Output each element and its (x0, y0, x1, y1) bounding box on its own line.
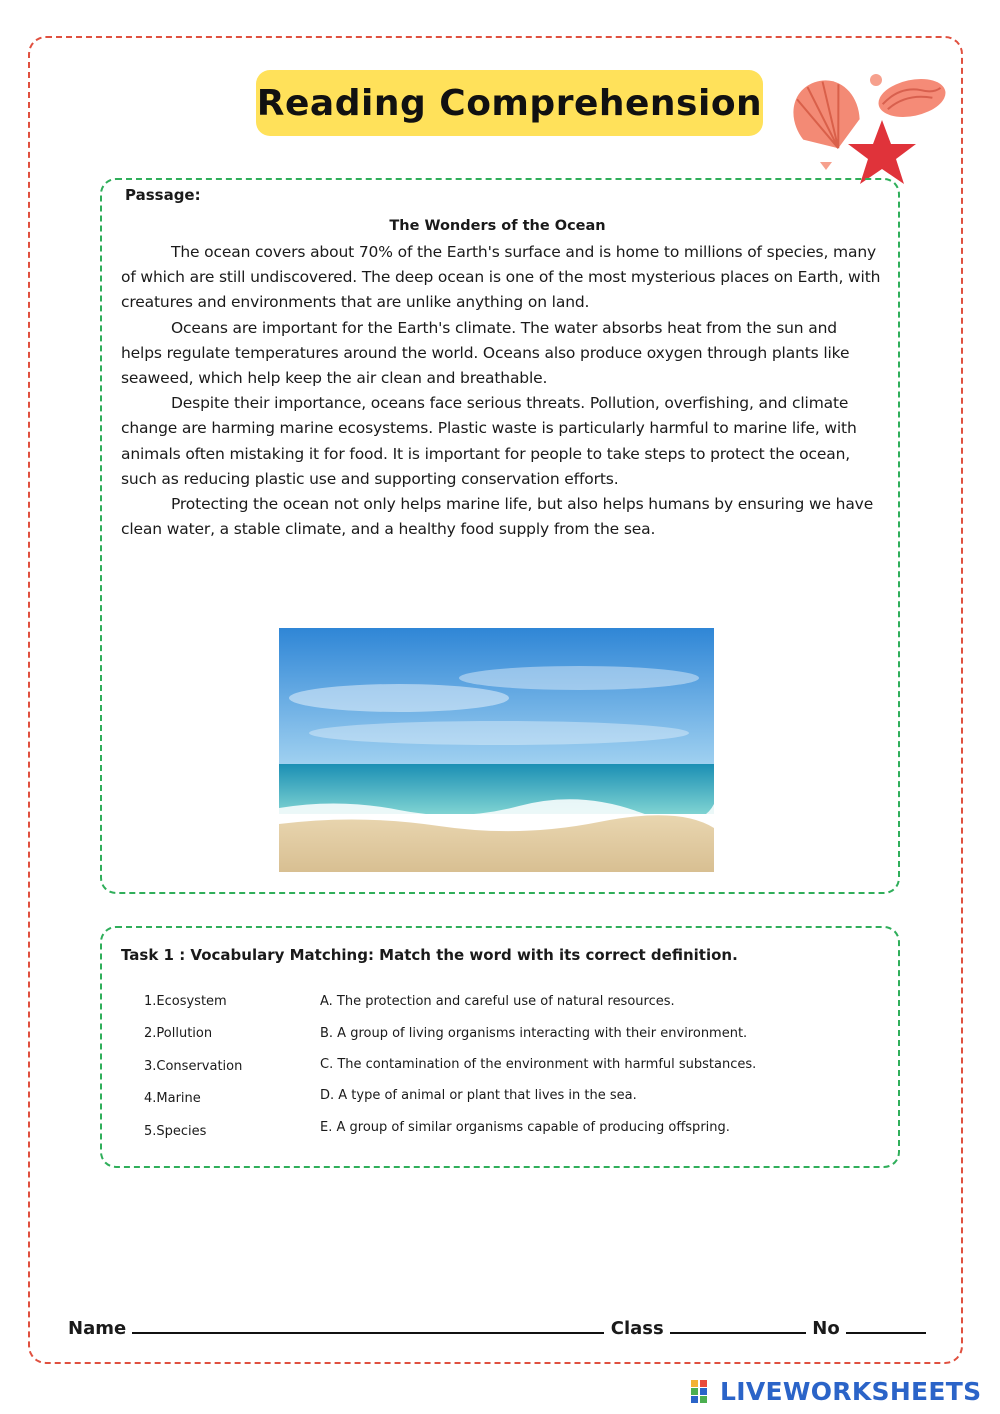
liveworksheets-logo-icon (690, 1378, 716, 1404)
match-definition[interactable]: E. A group of similar organisms capable of producing offspring. (320, 1120, 730, 1135)
passage-paragraph: Protecting the ocean not only helps marine life, but also helps humans by ensuring we have clean water, a stable climate, and a healthy food supply from the sea. (121, 495, 874, 539)
match-word[interactable]: 5.Species (144, 1124, 207, 1139)
passage-paragraph: Oceans are important for the Earth's climate. The water absorbs heat from the sun and helps regulate temperatures around the world. Oceans also produce oxygen through plants like seaweed, which help keep the air clean and breathable. (121, 318, 850, 388)
brand-logo (690, 1374, 981, 1408)
match-definition[interactable]: A. The protection and careful use of natural resources. (320, 994, 675, 1009)
page-title: Reading Comprehension (256, 82, 763, 124)
no-label: No (812, 1318, 840, 1339)
task1-title: Task 1 : Vocabulary Matching: Match the word with its correct definition. (121, 946, 738, 964)
match-definition[interactable]: C. The contamination of the environment with harmful substances. (320, 1057, 757, 1072)
match-word[interactable]: 3.Conservation (144, 1059, 243, 1074)
no-blank[interactable] (846, 1316, 926, 1334)
name-label: Name (68, 1318, 127, 1339)
passage-body (121, 240, 881, 542)
match-word[interactable]: 2.Pollution (144, 1026, 213, 1041)
ocean-beach-photo (279, 628, 714, 872)
name-blank[interactable] (132, 1316, 604, 1334)
match-definition[interactable]: B. A group of living organisms interacting with their environment. (320, 1026, 748, 1041)
class-blank[interactable] (670, 1316, 806, 1334)
class-label: Class (610, 1318, 664, 1339)
passage-paragraph: The ocean covers about 70% of the Earth's surface and is home to millions of species, many of which are still undiscovered. The deep ocean is one of the most mysterious places on Earth, with creatures and environments that are unlike anything on land. (121, 243, 881, 312)
passage-label: Passage: (125, 186, 201, 204)
passage-paragraph: Despite their importance, oceans face serious threats. Pollution, overfishing, and climate change are harming marine ecosystems. Plastic waste is particularly harmful to marine life, with animals often mistaking it for food. It is important for people to take steps to protect the ocean, such as reducing plastic use and supporting conservation efforts. (121, 394, 857, 488)
match-word[interactable]: 4.Marine (144, 1091, 201, 1106)
match-definition[interactable]: D. A type of animal or plant that lives in the sea. (320, 1088, 637, 1103)
passage-title: The Wonders of the Ocean (389, 218, 606, 234)
match-word[interactable]: 1.Ecosystem (144, 994, 227, 1009)
title-banner (256, 70, 763, 136)
student-info-line (68, 1316, 938, 1339)
seashells-decoration-icon (790, 62, 960, 192)
brand-text: LIVEWORKSHEETS (720, 1376, 982, 1406)
